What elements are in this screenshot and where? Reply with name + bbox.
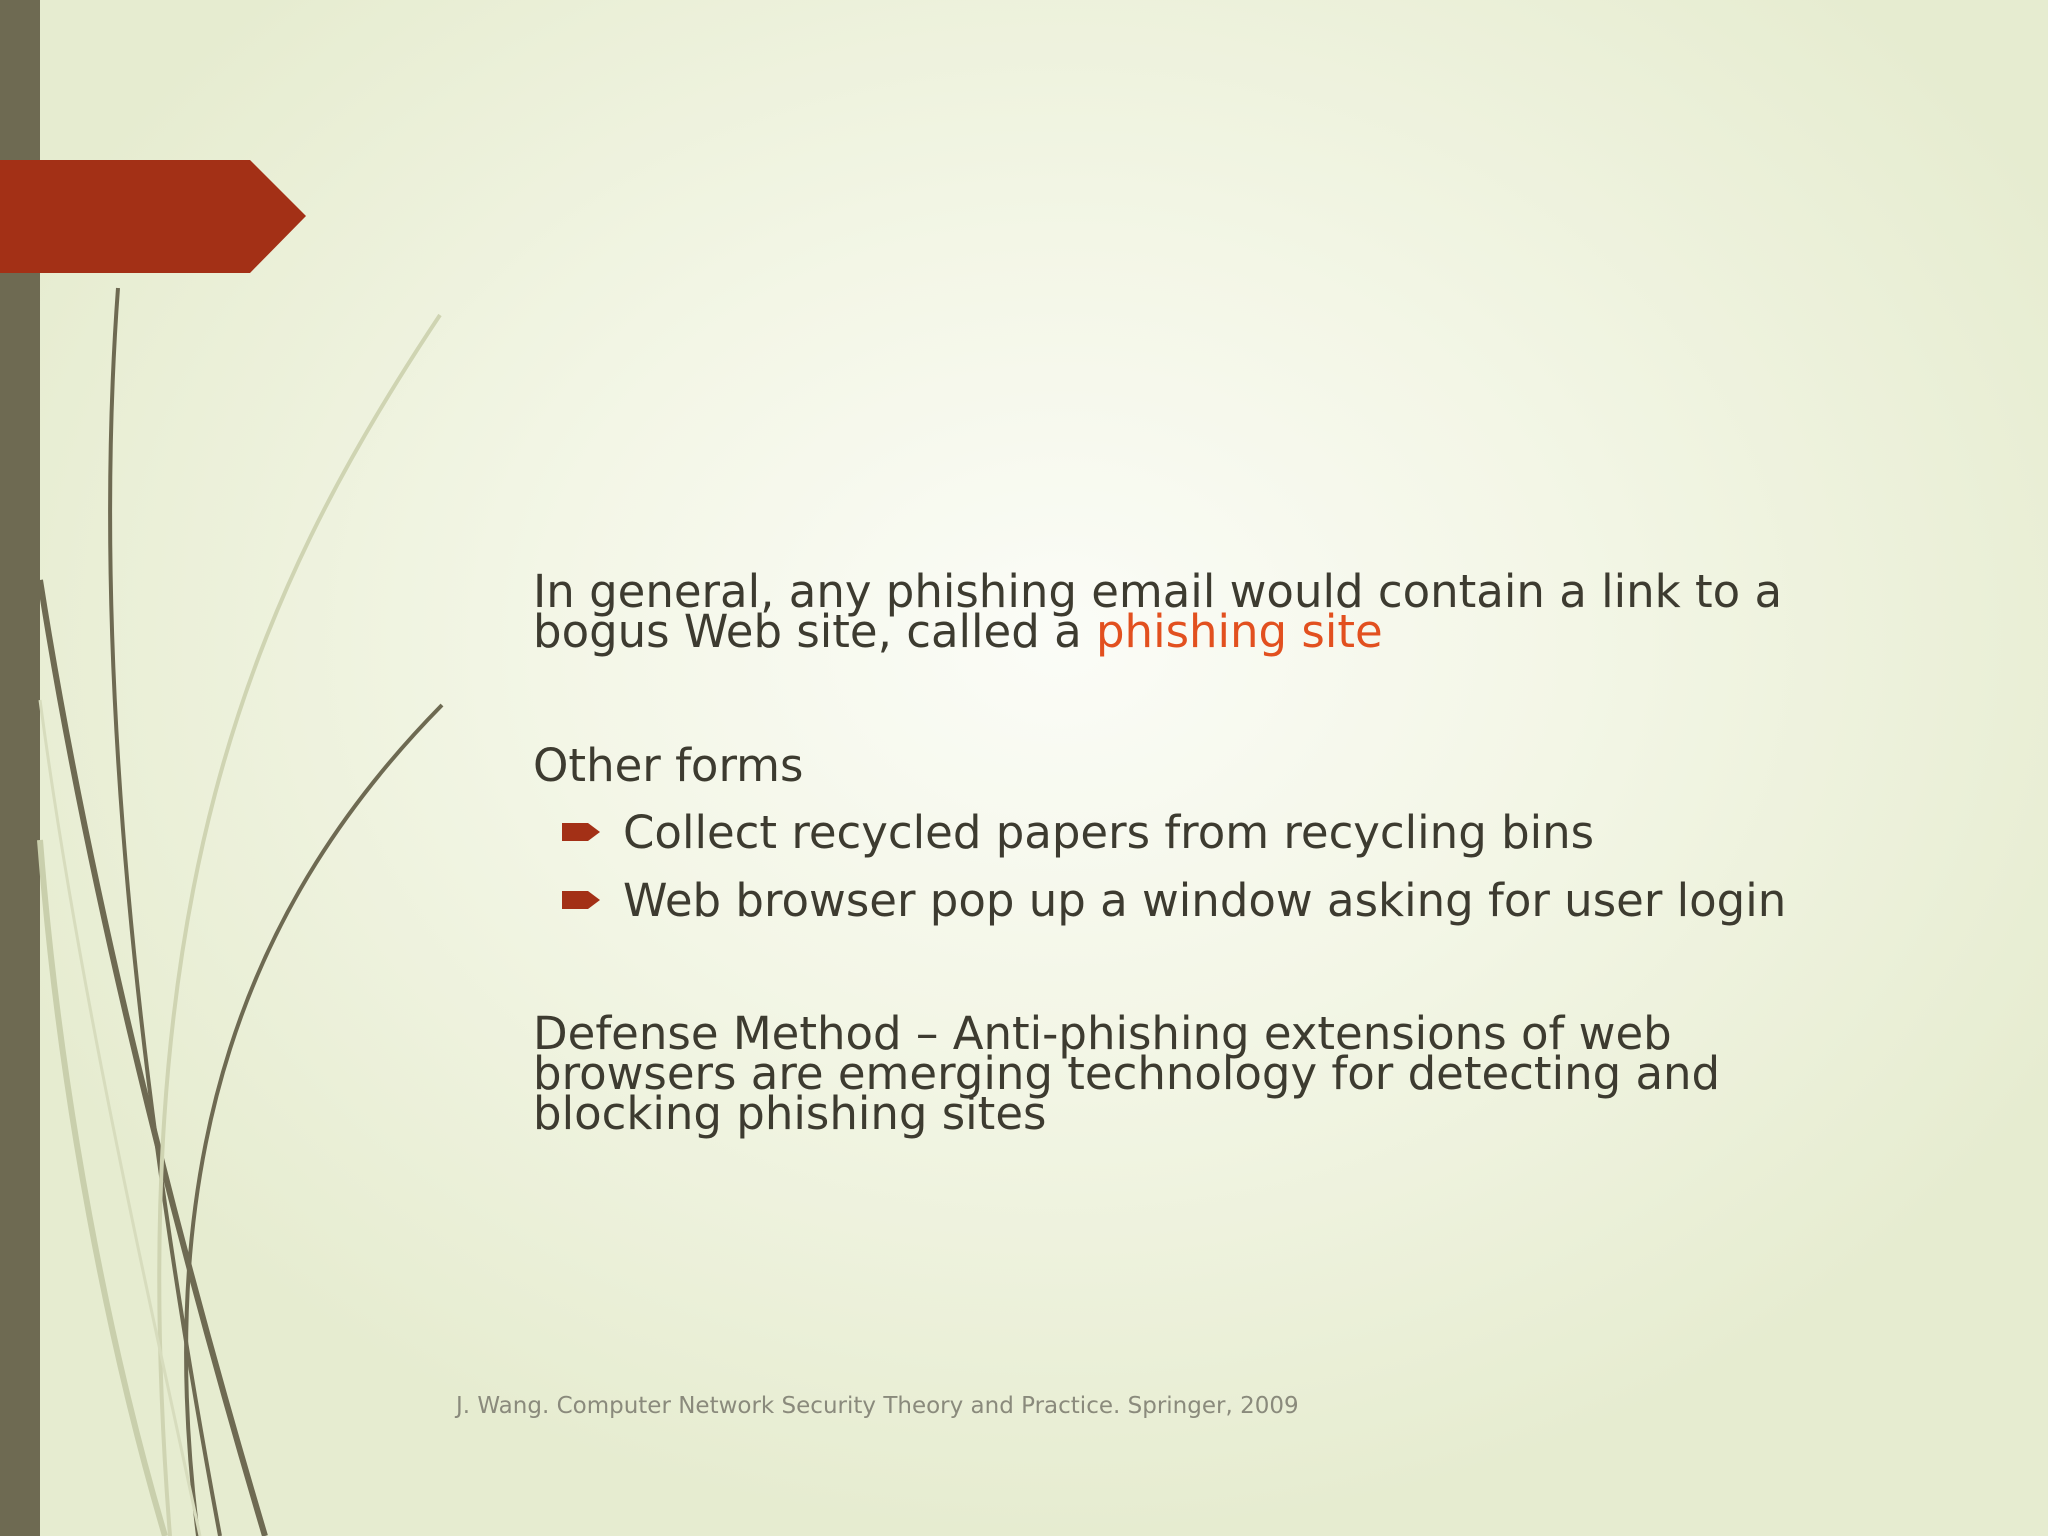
defense-paragraph	[533, 1007, 1721, 1140]
bullet-item-1: Collect recycled papers from recycling bins	[623, 806, 1595, 859]
arrow-bullet-icon	[562, 821, 602, 843]
intro-line-2	[533, 605, 1782, 658]
bullet-item-2: Web browser pop up a window asking for user login	[623, 874, 1787, 927]
title-tab-arrow	[0, 160, 310, 273]
other-forms-heading: Other forms	[533, 739, 804, 792]
intro-line-2-prefix: bogus Web site, called a	[533, 605, 1096, 658]
arrow-bullet-icon	[562, 889, 602, 911]
defense-line-3: blocking phishing sites	[533, 1087, 1047, 1140]
phishing-site-term: phishing site	[1095, 605, 1383, 658]
citation-footer: J. Wang. Computer Network Security Theory and Practice. Springer, 2009	[456, 1393, 1299, 1419]
defense-line-2: browsers are emerging technology for detecting and	[533, 1047, 1721, 1100]
intro-line-1: In general, any phishing email would contain a link to a	[533, 565, 1783, 618]
defense-line-1: Defense Method – Anti-phishing extensions of web	[533, 1007, 1672, 1060]
intro-paragraph	[533, 565, 1783, 658]
